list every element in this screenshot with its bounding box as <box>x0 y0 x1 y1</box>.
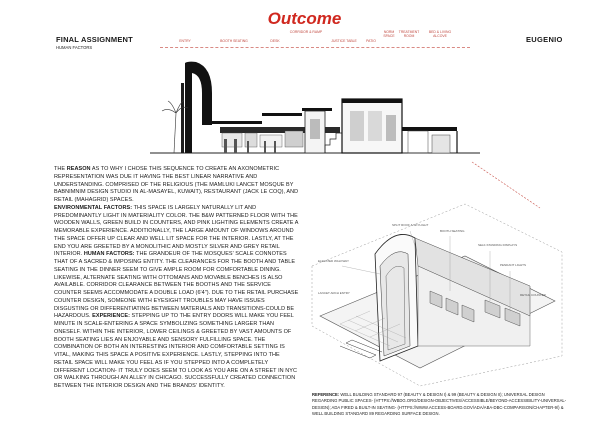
axo-label: LANCET ARCH ENTRY <box>318 291 350 295</box>
station-label: NORM SPACE <box>383 30 395 39</box>
reason-text: AS TO WHY I CHOSE THIS SEQUENCE TO CREATE AN AXONOMETRIC REPRESENTATION WAS DUE IT HAVING THE BEST LINEAR NARRATIVE AND UNDERSTANDING. COMPRISED OF THE RELIGIOUS (THE MAMLUKI LANCET MOSQUE BY BABNIMNIM DESIGN STUDIO IN AL-MASAYEL, KUWAIT), RESTAURANT (JACK LE COQ), AND RETAIL (MAHAGRID) SPACES. <box>54 166 299 203</box>
references <box>312 392 568 417</box>
axo-label: SPLIT ROOF & SKYLIGHT <box>392 223 429 227</box>
station-label: BOOTH SEATING <box>220 39 248 43</box>
sequence-line <box>160 47 470 48</box>
reason-keyword: REASON <box>66 166 91 172</box>
assignment-label: FINAL ASSIGNMENT <box>56 35 133 44</box>
page-title: Outcome <box>267 9 342 28</box>
axo-label: RETAIL COUNTER <box>520 293 546 297</box>
axonometric-drawing <box>300 196 570 391</box>
human-factors-text: THE GRANDEUR OF THE MOSQUES' SCALE CONNOTES THAT OF A SACRED & IMPOSING ENTITY. THE CLEARANCES FOR THE BOOTH AND TABLE SEATING IN THE DINNER SEEM TO GIVE AMPLE ROOM FOR COMFORTABLE DINING. LIKEWISE, ALTERNATE SEATING WITH OTTOMANS AND MOVABLE BENCHES IS ALSO AVAILABLE. CORRIDOR CLEARANCE BETWEEN THE BOOTHS AND THE SERVICE COUNTER SEEMS ACCOMMODATE A DOUBLE LOAD (6'4"). DUE TO THE RETAIL PURCHASE COUNTER DESIGN, SOMEONE WITH EYESIGHT TROUBLES MAY HAVE ISSUES DISGUSTING OR DIFFERENTIATING BETWEEN MATERIALS AND TRANSITIONS-COULD BE HAZARDOUS. <box>54 251 299 320</box>
author-name: EUGENIO <box>526 35 563 44</box>
axo-label: ELEVATED WALKWAY <box>318 259 349 263</box>
station-label: JUSTICE TABLE <box>331 39 357 43</box>
station-label: DESK <box>270 39 280 43</box>
section-drawing <box>150 53 480 165</box>
station-label: PATIO <box>366 39 376 43</box>
station-label: BED & LIVING ALCOVE <box>428 30 452 39</box>
station-label: CORRIDOR & RAMP <box>289 30 323 34</box>
environmental-heading: ENVIRONMENTAL FACTORS: <box>54 204 133 211</box>
experience-heading: EXPERIENCE: <box>92 313 130 320</box>
narrative-text <box>54 166 299 391</box>
station-label: TREATMENT ROOM <box>398 30 420 39</box>
palm-tree <box>162 100 188 153</box>
references-text: WELL BUILDING STANDARD 97 (BEAUTY & DESIGN I) & 99 (BEAUTY & DESIGN II); UNIVERSAL DESIGN REGARDING PUBLIC SPACES- (HTTPS://WBDG.ORG/DESIGN-OBJECTIVES/ACCESSIBLE/BEYOND-ACCESSIBILITY-UNIVERSAL-DESIGN); ADA FIRED & BUILT-IN SEATING- (HTTPS://WWW.ACCESS-BOARD.GOV/ADA/ABA-DBC-COMPARISON/CHAPTER-9/) & WELL BUILDING STANDARD 89 REGARDING SURFACE DESIGN. <box>312 392 567 416</box>
axo-label: SELF-STANDING DISPLAYS <box>478 243 518 247</box>
axo-label: PENDANT LIGHTS <box>500 263 526 267</box>
experience-text: STEPPING UP TO THE ENTRY DOORS WILL MAKE YOU FEEL MINUTE IN SCALE-ENTERING A SPACE SYMBOLIZING SOMETHING LARGER THAN ONESELF. WITHIN THE INTERIOR, LOWER CEILINGS & GREETED BY VAST AMOUNTS OF BOOTH SEATING LIES AN ENJOYABLE AND SENSORY FULFILLING SPACE. THE COMBINATION OF BOTH AN INTERESTING INTERIOR AND COMFORTABLE SETTING IS VITAL, MAKING THIS SPACE A POSITIVE EXPERIENCE. LASTLY, STEPPING INTO THE RETAIL SPACE WILL MAKE YOU FEEL AS IF YOU STEPPED INTO A COMPLETELY DIFFERENT LOCATION- IT TRULY DOES SEEM TO LOOK AS YOU ARE ON A STREET IN NYC OR WALKING THROUGH AN ALLEY IN CHICAGO. SUCCESSFULLY CREATED CONNECTION BETWEEN THE INTERIOR DESIGN AND THE BRANDS' IDENTITY. <box>54 313 298 389</box>
station-label: ENTRY <box>179 39 191 43</box>
references-heading: REFERENCE: <box>312 392 340 397</box>
reason-lead: THE <box>54 166 67 172</box>
sequence-labels <box>160 28 460 50</box>
subject-label: HUMAN FACTORS <box>56 45 93 50</box>
environmental-text: THIS SPACE IS LARGELY NATURALLY LIT AND PREDOMINANTLY LIGHT IN MATERIALITY COLOR. THE B&W PATTERNED FLOOR WITH THE WOODEN WALLS, GREEN BUILD IN COUNTERS, AND PINK LIGHTING ELEMENTS CREATE A MEMORABLE EXPERIENCE. ADDITIONALLY, THE LARGE AMOUNT OF WINDOWS AROUND THE SPACE OFFER UP CLEAR AND WELL LIT SPACE FOR THE INTERIOR. LASTLY, AT THE END YOU ARE GREETED BY A MONOLITHIC AND MOSTLY SILVER AND GREY RETAIL INTERIOR. <box>54 204 299 258</box>
axo-label: BOOTH SEATING <box>440 229 465 233</box>
human-factors-heading: HUMAN FACTORS: <box>83 251 135 258</box>
